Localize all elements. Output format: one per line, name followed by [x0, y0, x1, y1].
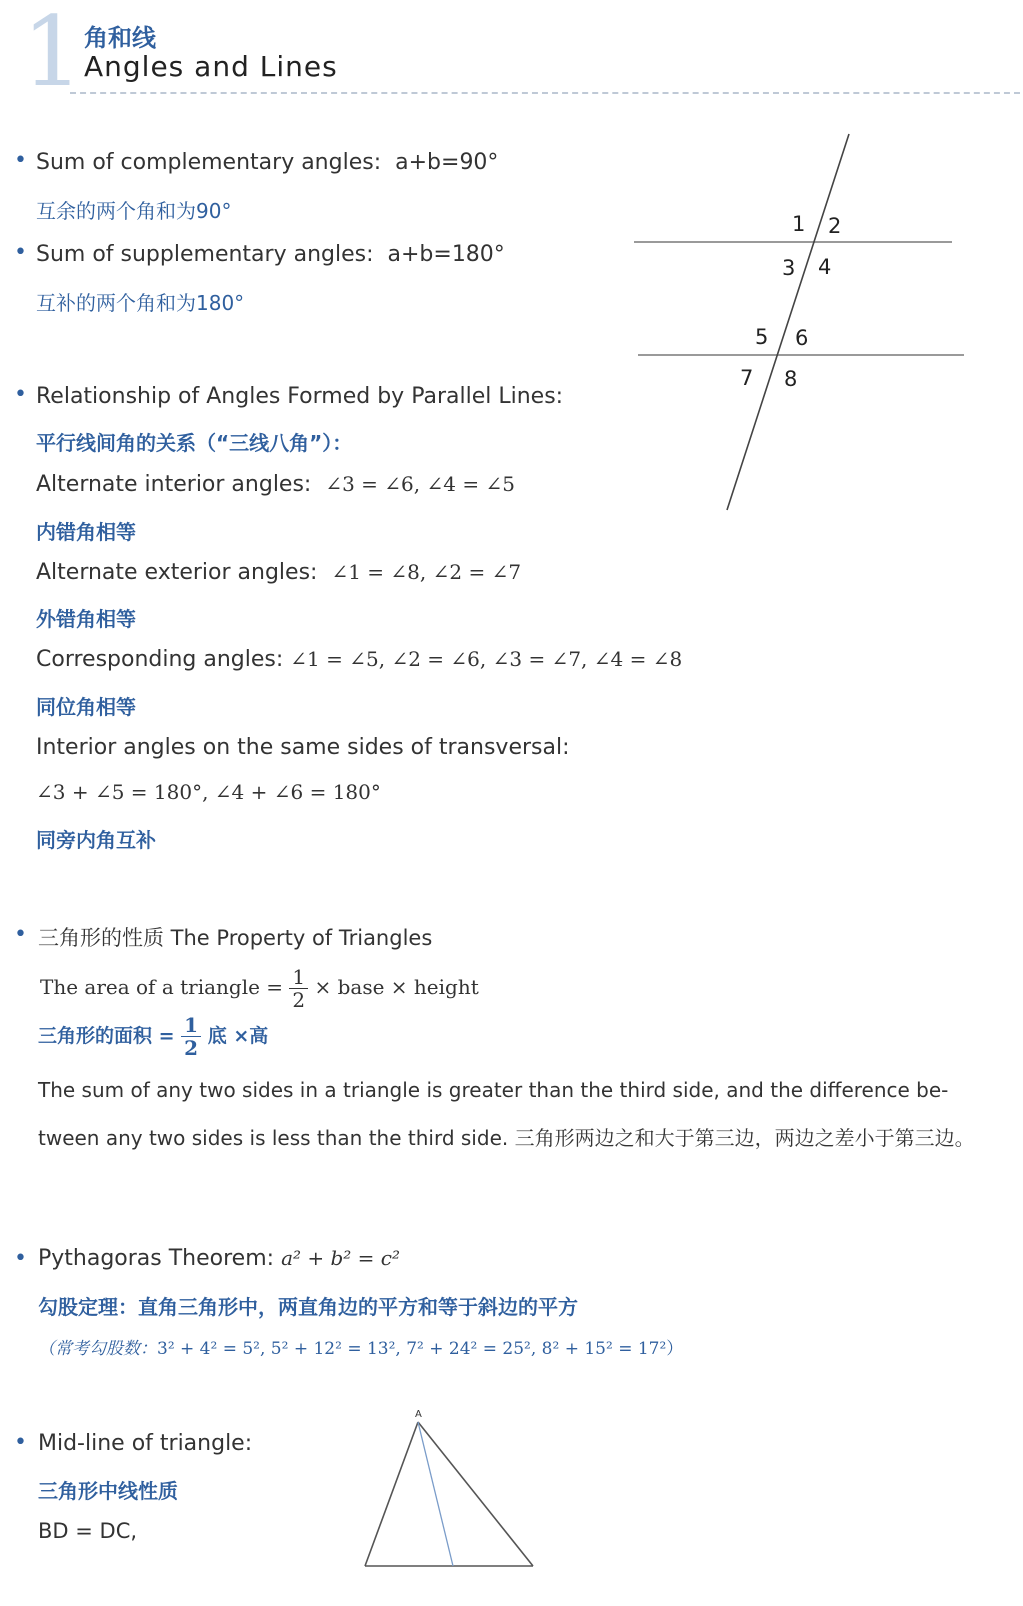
- supplementary-label: Sum of supplementary angles: a+b=180°: [36, 242, 505, 267]
- same-side-cn: 同旁内角互补: [36, 828, 156, 852]
- same-side-label: Interior angles on the same sides of transversal:: [36, 735, 570, 760]
- section-title-cn: 角和线: [84, 24, 156, 52]
- pythagoras-cn: 勾股定理：直角三角形中，两直角边的平方和等于斜边的平方: [38, 1295, 578, 1319]
- pythagoras-formula: a² + b² = c²: [281, 1246, 400, 1270]
- angle-label-2: 2: [828, 214, 842, 238]
- transversal-line: [727, 134, 849, 510]
- angle-label-4: 4: [818, 255, 832, 279]
- triangle-diagram: [355, 1400, 555, 1606]
- triangle-side-left: [365, 1422, 418, 1566]
- bullet-dot: •: [14, 382, 27, 407]
- alt-interior-label: Alternate interior angles: ∠3 = ∠6, ∠4 = ∠5: [36, 472, 515, 497]
- alt-exterior-cn: 外错角相等: [36, 607, 136, 631]
- corresponding-cn: 同位角相等: [36, 695, 136, 719]
- bullet-dot: •: [14, 240, 27, 265]
- angle-label-8: 8: [784, 367, 798, 391]
- parallel-heading: Relationship of Angles Formed by Parallel Lines:: [36, 384, 564, 409]
- fraction-half: $\frac{1}{2}$: [289, 966, 308, 1011]
- triangle-sides-line1: The sum of any two sides in a triangle is greater than the third side, and the difference be-: [38, 1078, 949, 1102]
- complementary-label: Sum of complementary angles: a+b=90°: [36, 150, 499, 175]
- parallel-heading-cn: 平行线间角的关系（“三线八角”）：: [36, 431, 353, 455]
- angle-label-6: 6: [795, 326, 809, 350]
- midline-label: Mid-line of triangle:: [38, 1431, 253, 1456]
- triangle-sides-line2: tween any two sides is less than the third side. 三角形两边之和大于第三边，两边之差小于第三边。: [38, 1126, 975, 1150]
- header-divider: [70, 92, 1020, 94]
- fraction-half-cn: $\frac{1}{2}$: [181, 1014, 201, 1059]
- parallel-lines-diagram: [630, 130, 970, 520]
- alt-exterior-label: Alternate exterior angles: ∠1 = ∠8, ∠2 = ∠7: [36, 560, 522, 585]
- complementary-cn: 互余的两个角和为90°: [36, 199, 232, 223]
- midline-eq: BD = DC,: [38, 1519, 138, 1543]
- supplementary-cn: 互补的两个角和为180°: [36, 291, 245, 315]
- corresponding-formula: ∠1 = ∠5, ∠2 = ∠6, ∠3 = ∠7, ∠4 = ∠8: [290, 647, 683, 671]
- pythagoras-label: Pythagoras Theorem: a² + b² = c²: [38, 1246, 400, 1271]
- bullet-dot: •: [14, 1246, 27, 1271]
- section-number: 1: [22, 0, 84, 108]
- complementary-formula: a+b=90°: [395, 150, 499, 175]
- area-formula-en: The area of a triangle = $\frac{1}{2}$ × base × height: [40, 965, 479, 1012]
- angle-label-5: 5: [755, 325, 769, 349]
- pythagoras-note: （常考勾股数：3² + 4² = 5², 5² + 12² = 13², 7² + 24² = 25², 8² + 15² = 17²）: [38, 1339, 684, 1359]
- bullet-dot: •: [14, 148, 27, 173]
- angle-label-7: 7: [740, 366, 754, 390]
- bullet-dot: •: [14, 1430, 27, 1455]
- midline-cn: 三角形中线性质: [38, 1479, 178, 1503]
- alt-interior-cn: 内错角相等: [36, 520, 136, 544]
- triangles-heading: 三角形的性质 The Property of Triangles: [38, 926, 433, 950]
- angle-label-1: 1: [792, 212, 806, 236]
- supplementary-formula: a+b=180°: [387, 242, 505, 267]
- same-side-formula: ∠3 + ∠5 = 180°, ∠4 + ∠6 = 180°: [36, 780, 381, 804]
- angle-label-3: 3: [782, 256, 796, 280]
- alt-interior-formula: ∠3 = ∠6, ∠4 = ∠5: [325, 472, 515, 496]
- alt-exterior-formula: ∠1 = ∠8, ∠2 = ∠7: [331, 560, 522, 584]
- section-title-en: Angles and Lines: [84, 50, 338, 83]
- area-formula-cn: 三角形的面积 = $\frac{1}{2}$ 底 ×高: [38, 1013, 269, 1060]
- bullet-dot: •: [14, 922, 27, 947]
- corresponding-label: Corresponding angles: ∠1 = ∠5, ∠2 = ∠6, ∠3 = ∠7, ∠4 = ∠8: [36, 647, 683, 672]
- vertex-label-a: A: [415, 1409, 422, 1420]
